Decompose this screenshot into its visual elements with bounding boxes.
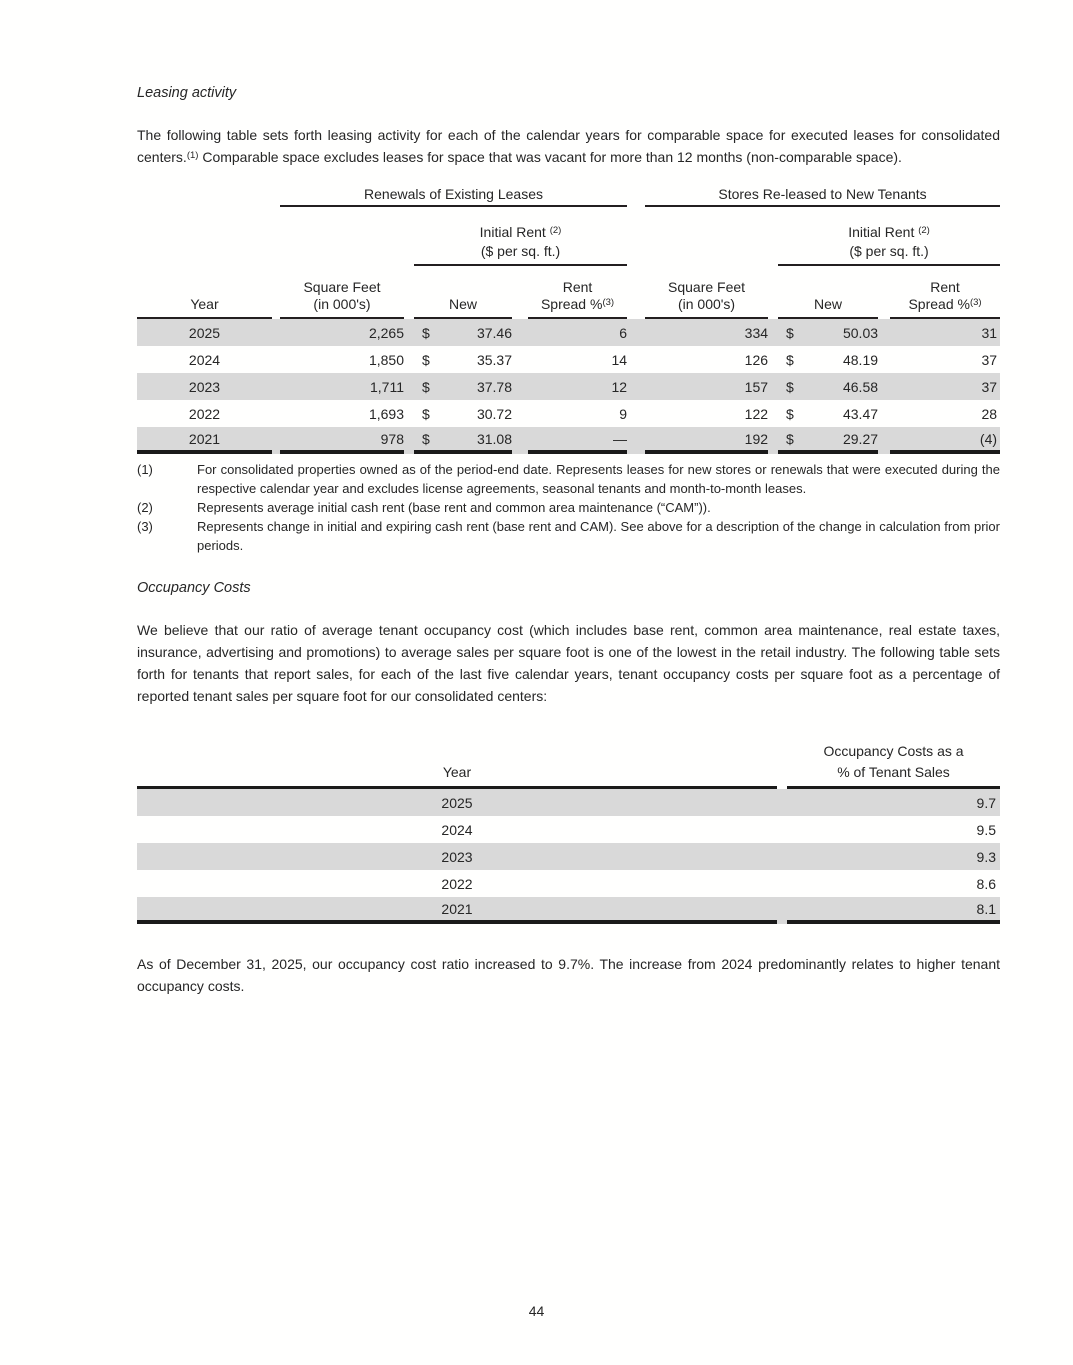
cell-year: 2021 <box>137 427 272 454</box>
column-header-year: Year <box>137 741 777 789</box>
dollar-sign: $ <box>414 427 436 454</box>
cell-occupancy-pct: 8.1 <box>787 897 1000 924</box>
dollar-sign: $ <box>422 405 430 422</box>
initial-rent-text: Initial Rent <box>848 224 915 240</box>
cell-year: 2025 <box>137 319 272 346</box>
dollar-sign: $ <box>778 319 800 346</box>
occupancy-costs-line2: % of Tenant Sales <box>837 764 950 780</box>
cell-occupancy-pct: 9.3 <box>787 843 1000 870</box>
cell-renew-new: 37.78 <box>436 373 512 400</box>
cell-relet-new: 46.58 <box>800 373 878 400</box>
leasing-activity-heading: Leasing activity <box>137 85 237 101</box>
cell-renew-spread: — <box>528 427 627 454</box>
occupancy-costs-heading: Occupancy Costs <box>137 580 251 596</box>
footnote-marker: (3) <box>137 519 153 534</box>
group-header-row <box>137 182 1000 207</box>
cell-occupancy-pct: 9.7 <box>787 789 1000 816</box>
rent-spread-line1: Rent <box>562 279 593 295</box>
rent-spread-line1: Rent <box>930 279 960 295</box>
square-feet-line2: (in 000's) <box>313 296 371 312</box>
page-content <box>137 0 1000 997</box>
dollar-sign: $ <box>778 373 800 400</box>
rent-spread-text: Spread % <box>540 296 603 312</box>
occupancy-row-2024 <box>137 816 1000 843</box>
cell-year: 2023 <box>137 373 272 400</box>
square-feet-line1: Square Feet <box>303 279 381 295</box>
dollar-sign: $ <box>414 319 436 346</box>
rent-spread-line2 <box>528 296 627 313</box>
square-feet-line2: (in 000's) <box>677 296 736 312</box>
occupancy-row-2022 <box>137 870 1000 897</box>
cell-renew-sqft: 2,265 <box>280 319 404 346</box>
cell-renew-new: 35.37 <box>476 351 512 368</box>
footnote-ref-3: (3) <box>969 296 982 308</box>
per-sqft-label-stores: ($ per sq. ft.) <box>778 240 1000 266</box>
cell-renew-new: 37.46 <box>436 319 512 346</box>
dollar-sign: $ <box>414 373 436 400</box>
cell-renew-spread: 6 <box>528 319 627 346</box>
rent-spread-line2 <box>890 296 1000 313</box>
footnote-ref-2: (2) <box>549 224 562 236</box>
cell-renew-new: 30.72 <box>476 405 512 422</box>
footnote-2 <box>137 498 1000 517</box>
cell-occupancy-pct: 8.6 <box>976 875 996 892</box>
occupancy-intro-paragraph: We believe that our ratio of average tenant occupancy cost (which includes base rent, common area maintenance, real estate taxes, insurance, advertising and promotions) to average sales per square foot is one of the lowest in the retail industry. The following table sets forth for tenants that report sales, for each of the last five calendar years, tenant occupancy costs per square foot as a percentage of reported tenant sales per square foot for our consolidated centers: <box>137 622 1000 704</box>
column-header-row <box>137 266 1000 319</box>
cell-renew-sqft: 978 <box>280 427 404 454</box>
cell-year: 2022 <box>188 405 221 422</box>
group-header-renewals: Renewals of Existing Leases <box>280 182 627 207</box>
occupancy-costs-line1: Occupancy Costs as a <box>823 743 964 759</box>
footnote-marker: (2) <box>137 500 153 515</box>
footnote-marker: (1) <box>137 462 153 477</box>
cell-renew-sqft: 1,693 <box>368 405 404 422</box>
cell-renew-spread: 9 <box>619 405 628 422</box>
column-header-occupancy-costs <box>787 741 1000 789</box>
footnotes <box>137 460 1000 555</box>
cell-relet-sqft: 126 <box>744 351 769 368</box>
group-header-stores: Stores Re-leased to New Tenants <box>645 182 1000 207</box>
table-row-2021 <box>137 427 1000 454</box>
footnote-ref-2: (2) <box>918 224 930 236</box>
cell-relet-new: 43.47 <box>842 405 879 422</box>
footnote-ref-1: (1) <box>186 149 199 161</box>
initial-rent-row <box>137 207 1000 240</box>
leasing-intro-text-1: The following table sets forth leasing activity for each of the calendar years for comparable space for executed leases for consolidated centers. <box>137 127 1000 165</box>
footnote-text: Represents change in initial and expiring cash rent (base rent and CAM). See above for a description of the change in calculation from prior periods. <box>197 519 1000 553</box>
occupancy-costs-table <box>137 741 1000 924</box>
cell-renew-sqft: 1,711 <box>280 373 404 400</box>
column-header-rent-spread-stores <box>890 266 1000 319</box>
footnote-1 <box>137 460 1000 498</box>
footnote-3 <box>137 517 1000 555</box>
table-row-2025 <box>137 319 1000 346</box>
footnote-ref-3: (3) <box>602 296 615 308</box>
cell-occupancy-pct: 9.5 <box>976 821 996 838</box>
leasing-intro-text-2: Comparable space excludes leases for space that was vacant for more than 12 months (non-comparable space). <box>198 149 902 165</box>
cell-relet-new: 50.03 <box>800 319 878 346</box>
cell-relet-spread: 31 <box>890 319 1000 346</box>
cell-relet-sqft: 157 <box>645 373 768 400</box>
cell-relet-spread: 37 <box>890 373 1000 400</box>
dollar-sign: $ <box>786 405 794 422</box>
cell-renew-sqft: 1,850 <box>368 351 404 368</box>
cell-renew-spread: 12 <box>528 373 627 400</box>
initial-rent-label-renewals <box>414 207 627 240</box>
dollar-sign: $ <box>778 427 800 454</box>
column-header-rent-spread-renewals <box>528 266 627 319</box>
square-feet-line1: Square Feet <box>668 279 746 295</box>
leasing-activity-table <box>137 182 1000 454</box>
footnote-text: Represents average initial cash rent (base rent and common area maintenance (“CAM”)). <box>197 500 711 515</box>
per-sqft-label-renewals: ($ per sq. ft.) <box>414 240 627 266</box>
column-header-square-feet-stores <box>645 266 768 319</box>
column-header-square-feet-renewals <box>280 266 404 319</box>
cell-year: 2022 <box>441 875 473 892</box>
cell-year: 2024 <box>441 821 473 838</box>
initial-rent-text: Initial Rent <box>479 224 546 240</box>
footnote-text: For consolidated properties owned as of the period-end date. Represents leases for new stores or renewals that were executed during the respective calendar year and excludes license agreements, seasonal tenants and month-to-month leases. <box>197 462 1000 496</box>
page-number: 44 <box>528 1303 545 1319</box>
cell-year: 2024 <box>188 351 221 368</box>
cell-relet-spread: (4) <box>890 427 1000 454</box>
cell-relet-spread: 28 <box>981 405 998 422</box>
cell-relet-new: 29.27 <box>800 427 878 454</box>
cell-year: 2023 <box>137 843 777 870</box>
table-row-2023 <box>137 373 1000 400</box>
column-header-new-renewals: New <box>414 266 512 319</box>
dollar-sign: $ <box>786 351 794 368</box>
occupancy-row-2021 <box>137 897 1000 924</box>
cell-renew-spread: 14 <box>611 351 628 368</box>
column-header-new-stores: New <box>778 266 878 319</box>
occupancy-closing-paragraph: As of December 31, 2025, our occupancy cost ratio increased to 9.7%. The increase from 2024 predominantly relates to higher tenant occupancy costs. <box>137 956 1000 994</box>
leasing-intro-paragraph <box>137 124 1000 168</box>
table-row-2024 <box>137 346 1000 373</box>
cell-relet-spread: 37 <box>981 351 998 368</box>
occupancy-row-2025 <box>137 789 1000 816</box>
column-header-year: Year <box>137 266 272 319</box>
occupancy-header-row <box>137 741 1000 789</box>
cell-year: 2021 <box>137 897 777 924</box>
rent-spread-text: Spread % <box>908 296 970 312</box>
initial-rent-label-stores <box>778 207 1000 240</box>
cell-relet-new: 48.19 <box>842 351 879 368</box>
per-sqft-row <box>137 240 1000 266</box>
occupancy-row-2023 <box>137 843 1000 870</box>
cell-relet-sqft: 334 <box>645 319 768 346</box>
cell-renew-new: 31.08 <box>436 427 512 454</box>
cell-relet-sqft: 122 <box>744 405 769 422</box>
cell-year: 2025 <box>137 789 777 816</box>
dollar-sign: $ <box>422 351 430 368</box>
cell-relet-sqft: 192 <box>645 427 768 454</box>
table-row-2022 <box>137 400 1000 427</box>
